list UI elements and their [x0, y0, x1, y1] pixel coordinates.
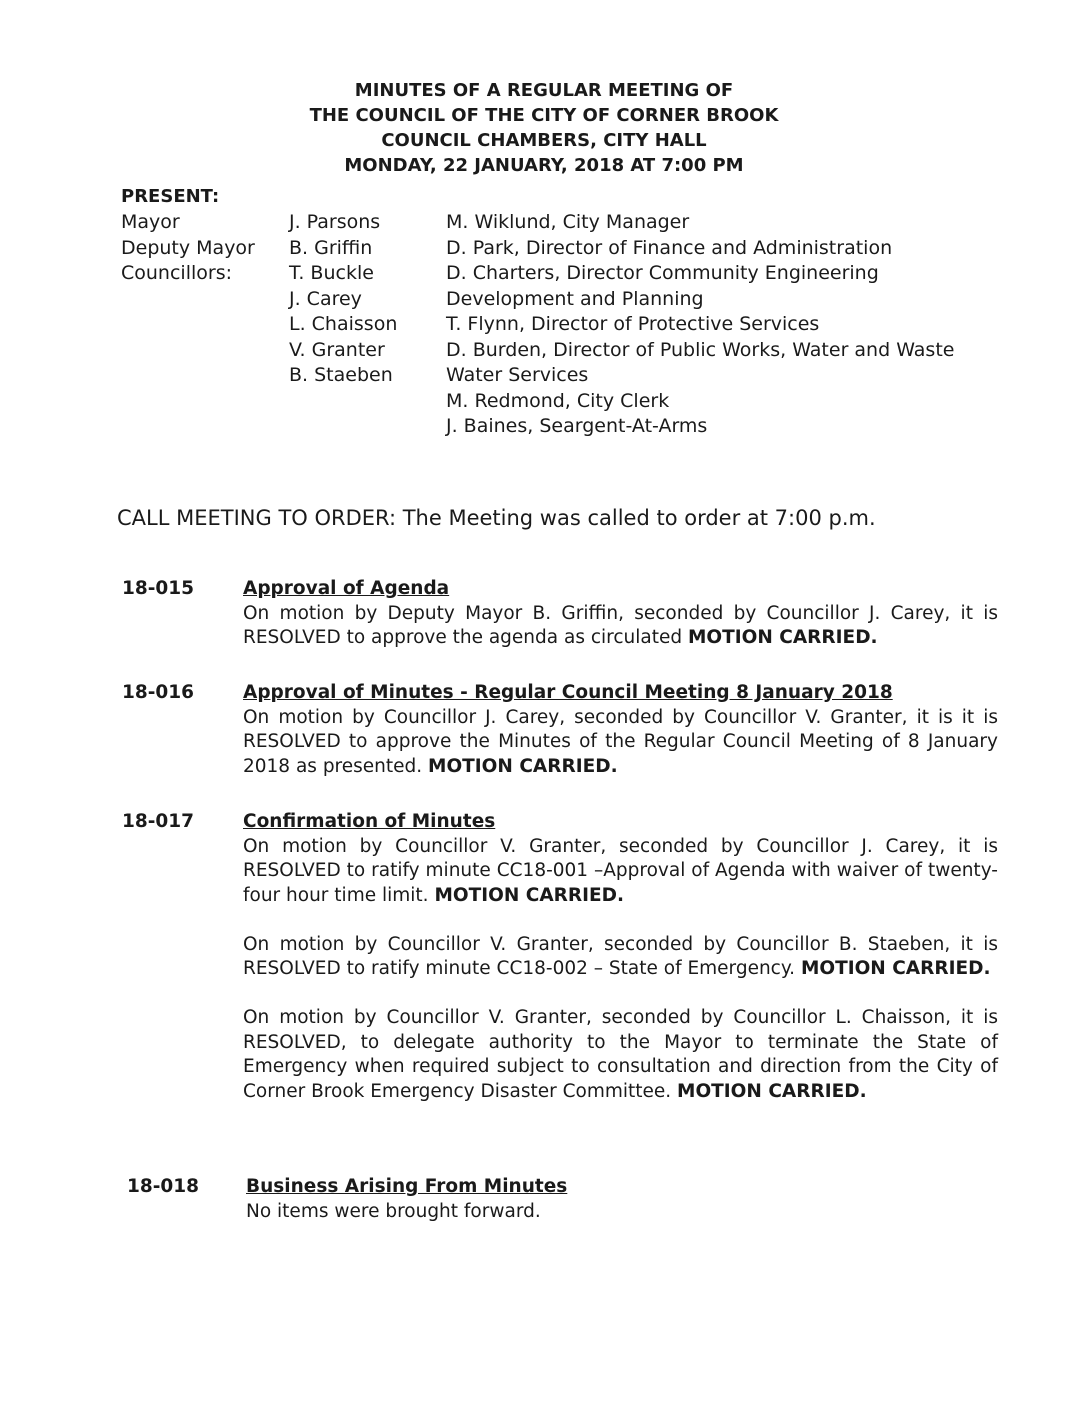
item-title: Business Arising From Minutes [246, 1176, 568, 1197]
item-note: No items were brought forward. [246, 1200, 541, 1222]
header-line-4: MONDAY, 22 JANUARY, 2018 AT 7:00 PM [344, 155, 744, 176]
role-councillors: Councillors: [121, 262, 232, 284]
motion-paragraph [243, 602, 998, 651]
motion-carried: MOTION CARRIED. [800, 958, 991, 979]
staff-entry: M. Redmond, City Clerk [446, 389, 670, 412]
item-body [243, 602, 998, 651]
motion-carried: MOTION CARRIED. [434, 884, 625, 906]
attendee-roles [121, 210, 255, 287]
item-number: 18-016 [122, 682, 195, 703]
attendee-name: T. Buckle [289, 262, 374, 284]
item-body [243, 835, 998, 1105]
attendee-names [289, 210, 397, 389]
staff-entry: J. Baines, Seargent-At-Arms [446, 415, 708, 437]
attendee-name: J. Carey [289, 287, 362, 310]
attendee-name: L. Chaisson [289, 313, 398, 335]
header-line-1: MINUTES OF A REGULAR MEETING OF [354, 80, 734, 101]
motion-paragraph [243, 1006, 998, 1104]
item-body [246, 1200, 1001, 1225]
staff-entry: D. Park, Director of Finance and Administration [446, 236, 893, 259]
call-to-order: CALL MEETING TO ORDER: The Meeting was called to order at 7:00 p.m. [117, 506, 876, 530]
item-title: Approval of Minutes - Regular Council Meeting 8 January 2018 [243, 682, 893, 703]
staff-entry: D. Charters, Director Community Engineering [446, 262, 879, 284]
motion-text: On motion by Councillor V. Granter, seconded by Councillor J. Carey, it is RESOLVED to ratify minute CC18-001 –Approval of Agenda with waiver of twenty-four hour time limit. [243, 835, 998, 906]
item-title: Approval of Agenda [243, 578, 450, 599]
attendee-name: J. Parsons [289, 211, 381, 233]
motion-text: On motion by Councillor V. Granter, seconded by Councillor L. Chaisson, it is RESOLVED, to delegate authority to the Mayor to terminate the State of Emergency when required subject to consultation and direction from the City of Corner Brook Emergency Disaster Committee. [243, 1007, 998, 1102]
item-number: 18-018 [127, 1176, 200, 1197]
staff-entry: M. Wiklund, City Manager [446, 211, 690, 233]
staff-entry: Development and Planning [446, 287, 704, 310]
item-number: 18-015 [122, 578, 195, 599]
role-deputy-mayor: Deputy Mayor [121, 236, 255, 259]
motion-carried: MOTION CARRIED. [688, 627, 878, 648]
motion-text: On motion by Deputy Mayor B. Griffin, seconded by Councillor J. Carey, it is RESOLVED to approve the agenda as circulated [243, 602, 998, 648]
document-header [0, 78, 1088, 178]
header-line-2: THE COUNCIL OF THE CITY OF CORNER BROOK [309, 105, 779, 126]
attendee-name: B. Staeben [289, 364, 393, 386]
role-mayor: Mayor [121, 211, 180, 233]
present-label: PRESENT: [121, 186, 220, 207]
motion-paragraph [243, 706, 998, 780]
motion-paragraph [243, 835, 998, 909]
motion-carried: MOTION CARRIED. [677, 1080, 867, 1102]
motion-text: On motion by Councillor J. Carey, seconded by Councillor V. Granter, it is it is RESOLVED to approve the Minutes of the Regular Council Meeting of 8 January 2018 as presented. [243, 706, 998, 777]
staff-list [446, 210, 954, 440]
header-line-3: COUNCIL CHAMBERS, CITY HALL [381, 130, 707, 151]
item-number: 18-017 [122, 811, 195, 832]
attendee-name: V. Granter [289, 338, 385, 361]
item-title: Confirmation of Minutes [243, 811, 496, 832]
attendee-name: B. Griffin [289, 236, 373, 259]
motion-paragraph [243, 933, 998, 982]
staff-entry: T. Flynn, Director of Protective Services [446, 313, 820, 335]
motion-text: On motion by Councillor V. Granter, seconded by Councillor B. Staeben, it is RESOLVED to ratify minute CC18-002 – State of Emergency. [243, 933, 998, 979]
staff-entry: D. Burden, Director of Public Works, Water and Waste [446, 338, 955, 361]
motion-carried: MOTION CARRIED. [428, 755, 618, 777]
item-body [243, 706, 998, 780]
staff-entry: Water Services [446, 364, 589, 386]
